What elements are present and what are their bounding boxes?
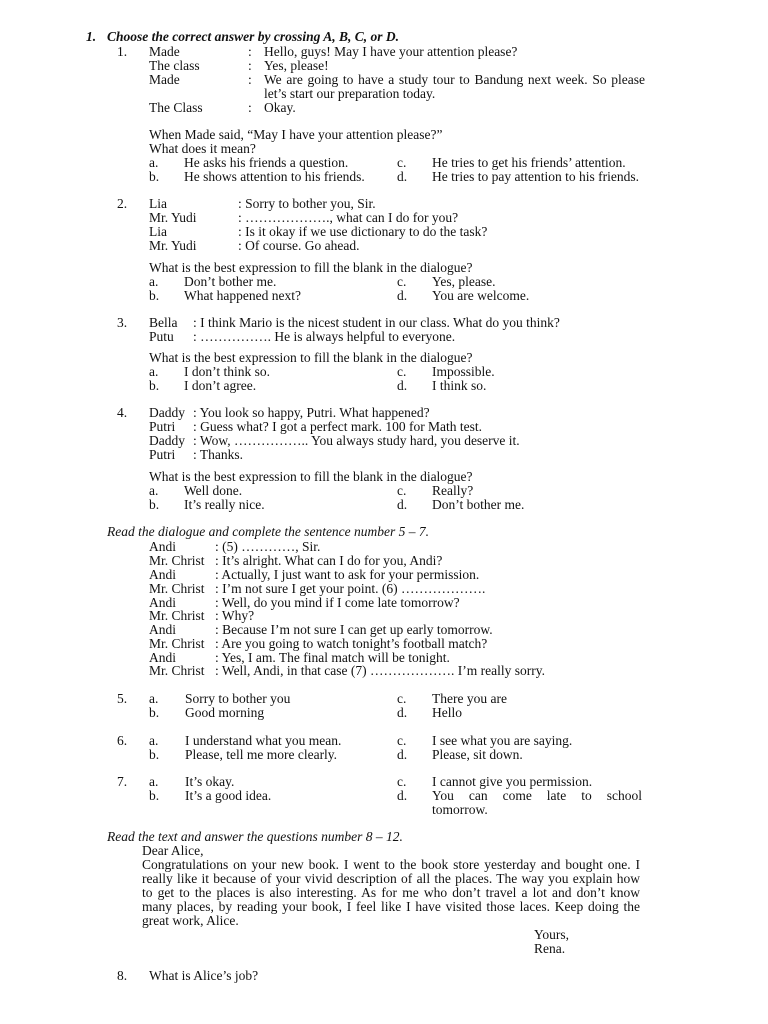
option-text: He tries to get his friends’ attention.: [432, 155, 626, 170]
question-prompt: What is Alice’s job?: [149, 968, 259, 983]
option-text: He asks his friends a question.: [184, 155, 349, 170]
dialogue-line: [238, 225, 487, 239]
dialogue-line: We are going to have a study tour to Bandung next week. So please let’s start our preparation today.: [264, 72, 645, 101]
option-text: Please, sit down.: [432, 747, 523, 762]
option-text: What happened next?: [184, 288, 301, 303]
dialogue-text: Of course. Go ahead.: [245, 238, 360, 253]
option-letter: c.: [397, 733, 407, 748]
option-letter: d.: [397, 497, 408, 512]
question-number: 6.: [117, 733, 128, 748]
dialogue-line: [215, 609, 254, 623]
option-letter: c.: [397, 274, 407, 289]
question-prompt: When Made said, “May I have your attention please?”: [149, 127, 443, 142]
dialogue-line: [238, 211, 458, 225]
dialogue-text: I think Mario is the nicest student in our class. What do you think?: [200, 315, 560, 330]
dialogue-line: [193, 330, 455, 344]
speaker: Andi: [149, 595, 176, 610]
dialogue-text: (5) …………, Sir.: [222, 539, 321, 554]
section-instruction-text: Read the dialogue and complete the sentence number 5 – 7.: [107, 524, 430, 539]
option-text: I understand what you mean.: [185, 733, 342, 748]
separator: :: [238, 210, 242, 225]
dialogue-line: Okay.: [264, 100, 296, 115]
speaker: Putri: [149, 419, 176, 434]
option-text: Hello: [432, 705, 462, 720]
separator: :: [215, 663, 219, 678]
dialogue-text: It’s alright. What can I do for you, Andi?: [222, 553, 443, 568]
option-letter: a.: [149, 483, 159, 498]
question-number: 1.: [117, 44, 128, 59]
option-text: Good morning: [185, 705, 265, 720]
separator: :: [238, 196, 242, 211]
separator: :: [215, 608, 219, 623]
speaker: Mr. Christ: [149, 608, 205, 623]
option-letter: b.: [149, 288, 160, 303]
separator: :: [215, 539, 219, 554]
option-text: I cannot give you permission.: [432, 774, 593, 789]
question-number: 2.: [117, 196, 128, 211]
section-instruction-text: Choose the correct answer by crossing A, B, C, or D.: [107, 29, 400, 44]
dialogue-text: ……………. He is always helpful to everyone.: [200, 329, 456, 344]
speaker: Daddy: [149, 433, 185, 448]
speaker: Made: [149, 44, 180, 59]
option-letter: c.: [397, 691, 407, 706]
section-number: 1.: [86, 29, 97, 44]
option-letter: a.: [149, 364, 159, 379]
speaker: Bella: [149, 315, 178, 330]
speaker: Daddy: [149, 405, 185, 420]
dialogue-line: [193, 448, 243, 462]
dialogue-line: Hello, guys! May I have your attention please?: [264, 44, 518, 59]
dialogue-line: [238, 239, 359, 253]
dialogue-text: Wow, …………….. You always study hard, you deserve it.: [199, 433, 520, 448]
dialogue-line: [215, 568, 479, 582]
speaker: Mr. Christ: [149, 663, 205, 678]
dialogue-line: [193, 434, 520, 448]
question-prompt: What is the best expression to fill the blank in the dialogue?: [149, 260, 473, 275]
dialogue-text: Well, Andi, in that case (7) ………………. I’m really sorry.: [221, 663, 545, 678]
question-prompt: What does it mean?: [149, 141, 256, 156]
option-text: Yes, please.: [432, 274, 496, 289]
dialogue-line: [238, 197, 376, 211]
option-letter: d.: [397, 788, 408, 803]
dialogue-line: [215, 637, 487, 651]
option-letter: c.: [397, 774, 407, 789]
separator: :: [248, 58, 252, 73]
option-text: Really?: [432, 483, 474, 498]
dialogue-text: Actually, I just want to ask for your permission.: [221, 567, 480, 582]
separator: :: [193, 433, 197, 448]
letter-salutation: Dear Alice,: [142, 843, 204, 858]
dialogue-line: [193, 406, 430, 420]
separator: :: [193, 419, 197, 434]
letter-signature: Rena.: [534, 941, 566, 956]
speaker: The Class: [149, 100, 203, 115]
separator: :: [248, 44, 252, 59]
speaker: Mr. Christ: [149, 553, 205, 568]
separator: :: [215, 636, 219, 651]
dialogue-text: Guess what? I got a perfect mark. 100 for Math test.: [200, 419, 483, 434]
dialogue-line: [193, 420, 482, 434]
option-text: He shows attention to his friends.: [184, 169, 365, 184]
option-text: I think so.: [432, 378, 487, 393]
separator: :: [238, 224, 242, 239]
separator: :: [193, 329, 197, 344]
option-text: There you are: [432, 691, 507, 706]
letter-closing: Yours,: [534, 927, 570, 942]
option-text: I don’t agree.: [184, 378, 257, 393]
speaker: Andi: [149, 567, 176, 582]
option-letter: a.: [149, 774, 159, 789]
separator: :: [193, 405, 197, 420]
option-text: Please, tell me more clearly.: [185, 747, 338, 762]
letter-body-line: really like it because of your vivid description of all the places. The way you explain how: [142, 871, 640, 886]
option-letter: a.: [149, 155, 159, 170]
dialogue-text: Why?: [221, 608, 255, 623]
dialogue-line: [215, 582, 485, 596]
option-letter: b.: [149, 169, 160, 184]
separator: :: [193, 315, 197, 330]
letter-body-line: Congratulations on your new book. I went to the book store yesterday and bought one. I: [142, 857, 640, 872]
option-letter: d.: [397, 169, 408, 184]
question-number: 5.: [117, 691, 128, 706]
option-letter: c.: [397, 155, 407, 170]
separator: :: [248, 72, 252, 87]
speaker: Mr. Yudi: [149, 238, 197, 253]
dialogue-text: Yes, I am. The final match will be tonight.: [221, 650, 450, 665]
speaker: Lia: [149, 224, 167, 239]
question-prompt: What is the best expression to fill the blank in the dialogue?: [149, 350, 473, 365]
option-letter: c.: [397, 483, 407, 498]
option-letter: d.: [397, 747, 408, 762]
dialogue-text: ………………., what can I do for you?: [245, 210, 459, 225]
dialogue-line: [215, 540, 320, 554]
separator: :: [215, 553, 219, 568]
question-number: 7.: [117, 774, 128, 789]
option-letter: b.: [149, 747, 160, 762]
option-text: I don’t think so.: [184, 364, 271, 379]
separator: :: [215, 581, 219, 596]
option-letter: b.: [149, 705, 160, 720]
speaker: Putri: [149, 447, 176, 462]
option-text: It’s okay.: [185, 774, 235, 789]
dialogue-line: Yes, please!: [264, 58, 329, 73]
dialogue-line: [215, 664, 545, 678]
speaker: Andi: [149, 539, 176, 554]
separator: :: [193, 447, 197, 462]
option-text: It’s a good idea.: [185, 788, 272, 803]
option-text: It’s really nice.: [184, 497, 265, 512]
question-number: 8.: [117, 968, 128, 983]
separator: :: [238, 238, 242, 253]
separator: :: [215, 650, 219, 665]
option-text: Well done.: [184, 483, 243, 498]
dialogue-line: [215, 623, 493, 637]
option-letter: d.: [397, 378, 408, 393]
option-letter: b.: [149, 378, 160, 393]
option-letter: a.: [149, 691, 159, 706]
speaker: Andi: [149, 622, 176, 637]
option-text: You are welcome.: [432, 288, 530, 303]
speaker: Made: [149, 72, 180, 87]
option-text: Impossible.: [432, 364, 495, 379]
option-letter: a.: [149, 733, 159, 748]
speaker: Lia: [149, 196, 167, 211]
option-text: I see what you are saying.: [432, 733, 573, 748]
dialogue-line: [215, 554, 442, 568]
speaker: Andi: [149, 650, 176, 665]
dialogue-line: [193, 316, 560, 330]
letter-body-line: to get to the places is also interesting. As for me who don’t travel a lot and don’t know: [142, 885, 640, 900]
option-letter: d.: [397, 705, 408, 720]
dialogue-text: Sorry to bother you, Sir.: [245, 196, 376, 211]
option-letter: d.: [397, 288, 408, 303]
option-letter: c.: [397, 364, 407, 379]
separator: :: [215, 595, 219, 610]
dialogue-text: Are you going to watch tonight’s football match?: [221, 636, 488, 651]
option-letter: b.: [149, 497, 160, 512]
option-text: Sorry to bother you: [185, 691, 291, 706]
question-number: 4.: [117, 405, 128, 420]
question-prompt: What is the best expression to fill the blank in the dialogue?: [149, 469, 473, 484]
option-letter: b.: [149, 788, 160, 803]
question-number: 3.: [117, 315, 128, 330]
speaker: Mr. Christ: [149, 581, 205, 596]
separator: :: [248, 100, 252, 115]
dialogue-text: Well, do you mind if I come late tomorrow?: [221, 595, 460, 610]
option-text: You can come late to school tomorrow.: [432, 788, 642, 817]
dialogue-text: Because I’m not sure I can get up early tomorrow.: [222, 622, 493, 637]
separator: :: [215, 567, 219, 582]
option-text: Don’t bother me.: [184, 274, 277, 289]
speaker: Mr. Yudi: [149, 210, 197, 225]
section-instruction-text: Read the text and answer the questions number 8 – 12.: [107, 829, 403, 844]
speaker: The class: [149, 58, 200, 73]
letter-body-line: great work, Alice.: [142, 913, 239, 928]
separator: :: [215, 622, 219, 637]
speaker: Mr. Christ: [149, 636, 205, 651]
dialogue-text: You look so happy, Putri. What happened?: [199, 405, 430, 420]
option-text: He tries to pay attention to his friends.: [432, 169, 639, 184]
dialogue-text: Is it okay if we use dictionary to do the task?: [245, 224, 488, 239]
dialogue-text: I’m not sure I get your point. (6) ……………….: [222, 581, 486, 596]
option-text: Don’t bother me.: [432, 497, 525, 512]
letter-body-line: many places, by reading your book, I feel like I have visited those laces. Keep doing the: [142, 899, 640, 914]
speaker: Putu: [149, 329, 174, 344]
dialogue-text: Thanks.: [199, 447, 244, 462]
option-letter: a.: [149, 274, 159, 289]
